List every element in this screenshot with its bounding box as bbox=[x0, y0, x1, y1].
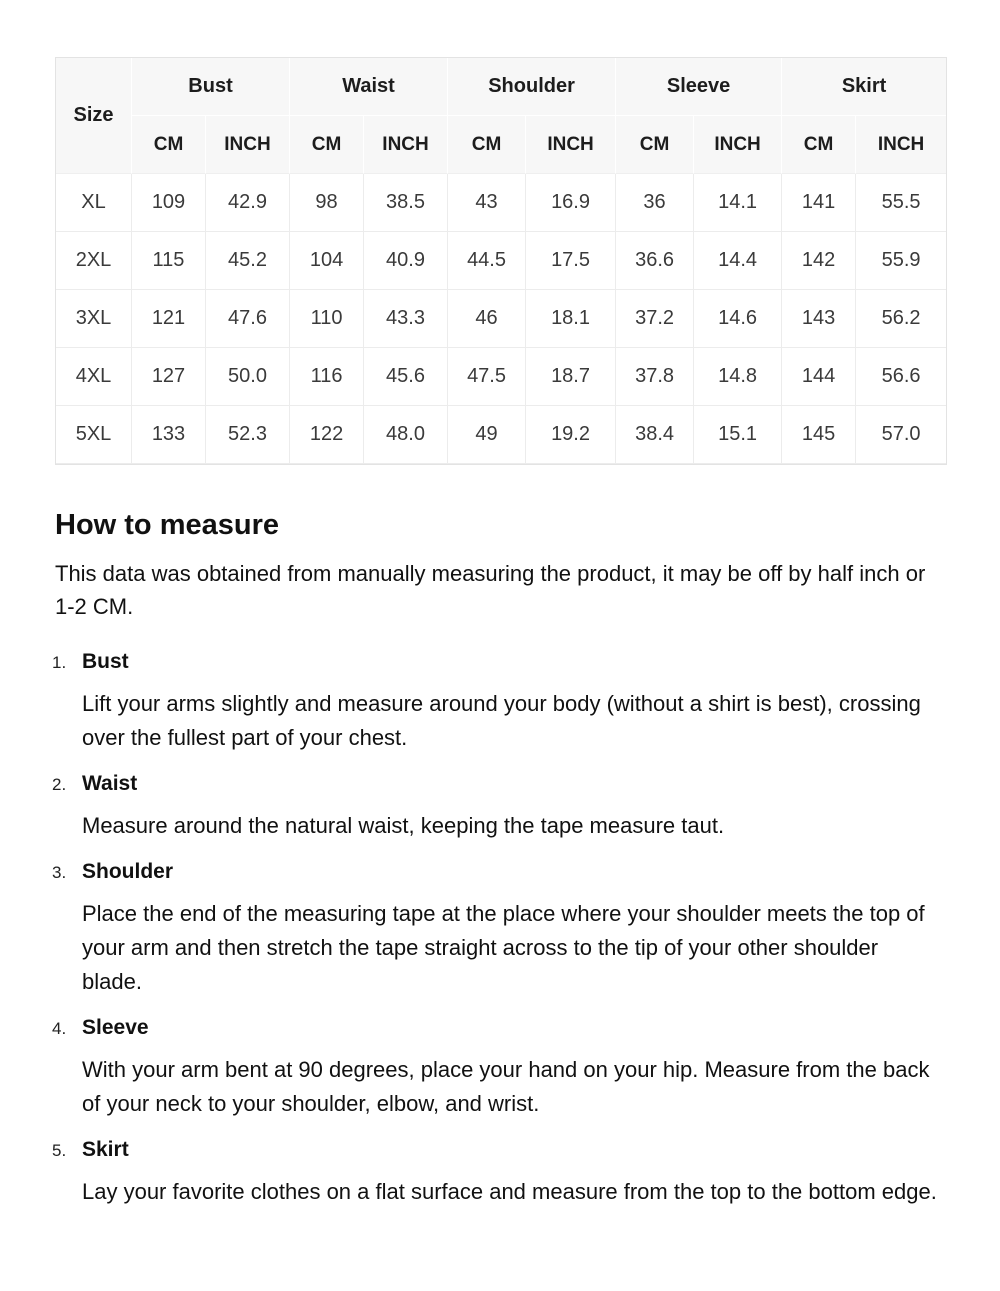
shoulder-cm-cell: 47.5 bbox=[448, 348, 526, 406]
sleeve-cm-cell: 37.2 bbox=[616, 290, 694, 348]
measure-steps-list bbox=[52, 650, 945, 1209]
skirt-cm-cell: 143 bbox=[782, 290, 856, 348]
waist-cm-cell: 116 bbox=[290, 348, 364, 406]
column-header-skirt: Skirt bbox=[782, 58, 946, 116]
sleeve-inch-cell: 14.4 bbox=[694, 232, 782, 290]
unit-header-bust-inch: INCH bbox=[206, 116, 290, 174]
shoulder-cm-cell: 43 bbox=[448, 174, 526, 232]
unit-header-skirt-inch: INCH bbox=[856, 116, 946, 174]
unit-header-sleeve-cm: CM bbox=[616, 116, 694, 174]
size-cell: 3XL bbox=[56, 290, 132, 348]
shoulder-cm-cell: 46 bbox=[448, 290, 526, 348]
sleeve-inch-cell: 15.1 bbox=[694, 406, 782, 464]
step-label: Sleeve bbox=[82, 1016, 149, 1039]
waist-cm-cell: 110 bbox=[290, 290, 364, 348]
unit-header-waist-cm: CM bbox=[290, 116, 364, 174]
size-cell: 4XL bbox=[56, 348, 132, 406]
table-row bbox=[56, 290, 946, 348]
bust-cm-cell: 133 bbox=[132, 406, 206, 464]
bust-inch-cell: 42.9 bbox=[206, 174, 290, 232]
waist-inch-cell: 45.6 bbox=[364, 348, 448, 406]
waist-inch-cell: 48.0 bbox=[364, 406, 448, 464]
waist-inch-cell: 40.9 bbox=[364, 232, 448, 290]
step-number: 2. bbox=[52, 775, 67, 794]
step-number: 3. bbox=[52, 863, 67, 882]
size-cell: 5XL bbox=[56, 406, 132, 464]
measure-step-heading bbox=[52, 772, 945, 796]
column-header-bust: Bust bbox=[132, 58, 290, 116]
sleeve-cm-cell: 36.6 bbox=[616, 232, 694, 290]
step-label: Waist bbox=[82, 772, 138, 795]
step-label: Shoulder bbox=[82, 860, 174, 883]
waist-cm-cell: 104 bbox=[290, 232, 364, 290]
bust-cm-cell: 109 bbox=[132, 174, 206, 232]
step-number: 1. bbox=[52, 653, 67, 672]
size-cell: 2XL bbox=[56, 232, 132, 290]
measure-step bbox=[52, 860, 945, 999]
step-number: 5. bbox=[52, 1141, 67, 1160]
bust-inch-cell: 45.2 bbox=[206, 232, 290, 290]
unit-row bbox=[56, 116, 946, 174]
skirt-inch-cell: 57.0 bbox=[856, 406, 946, 464]
measurement-group-row bbox=[56, 58, 946, 116]
step-label: Skirt bbox=[82, 1138, 129, 1161]
sleeve-inch-cell: 14.8 bbox=[694, 348, 782, 406]
how-to-measure-title: How to measure bbox=[55, 509, 279, 541]
skirt-inch-cell: 55.9 bbox=[856, 232, 946, 290]
measure-intro-text: This data was obtained from manually measuring the product, it may be off by half inch or 1-2 CM. bbox=[55, 561, 926, 619]
step-label: Bust bbox=[82, 650, 129, 673]
step-description: Place the end of the measuring tape at the place where your shoulder meets the top of your arm and then stretch the tape straight across to the tip of your other shoulder blade. bbox=[82, 901, 925, 994]
size-chart-header bbox=[56, 58, 946, 174]
size-cell: XL bbox=[56, 174, 132, 232]
bust-cm-cell: 115 bbox=[132, 232, 206, 290]
table-row bbox=[56, 406, 946, 464]
unit-header-bust-cm: CM bbox=[132, 116, 206, 174]
bust-cm-cell: 127 bbox=[132, 348, 206, 406]
sleeve-cm-cell: 38.4 bbox=[616, 406, 694, 464]
column-header-waist: Waist bbox=[290, 58, 448, 116]
skirt-cm-cell: 142 bbox=[782, 232, 856, 290]
shoulder-inch-cell: 18.1 bbox=[526, 290, 616, 348]
sleeve-cm-cell: 37.8 bbox=[616, 348, 694, 406]
skirt-inch-cell: 55.5 bbox=[856, 174, 946, 232]
skirt-inch-cell: 56.6 bbox=[856, 348, 946, 406]
shoulder-inch-cell: 19.2 bbox=[526, 406, 616, 464]
table-row bbox=[56, 232, 946, 290]
shoulder-cm-cell: 44.5 bbox=[448, 232, 526, 290]
size-chart-body bbox=[56, 174, 946, 464]
unit-header-shoulder-inch: INCH bbox=[526, 116, 616, 174]
measure-step bbox=[52, 1016, 945, 1121]
shoulder-inch-cell: 17.5 bbox=[526, 232, 616, 290]
measure-step-heading bbox=[52, 860, 945, 884]
skirt-cm-cell: 141 bbox=[782, 174, 856, 232]
shoulder-inch-cell: 18.7 bbox=[526, 348, 616, 406]
skirt-inch-cell: 56.2 bbox=[856, 290, 946, 348]
step-number: 4. bbox=[52, 1019, 67, 1038]
column-header-sleeve: Sleeve bbox=[616, 58, 782, 116]
waist-cm-cell: 122 bbox=[290, 406, 364, 464]
column-header-size: Size bbox=[56, 58, 132, 174]
sleeve-inch-cell: 14.1 bbox=[694, 174, 782, 232]
shoulder-cm-cell: 49 bbox=[448, 406, 526, 464]
bust-inch-cell: 52.3 bbox=[206, 406, 290, 464]
step-description: Measure around the natural waist, keeping the tape measure taut. bbox=[82, 813, 725, 838]
sleeve-cm-cell: 36 bbox=[616, 174, 694, 232]
shoulder-inch-cell: 16.9 bbox=[526, 174, 616, 232]
skirt-cm-cell: 144 bbox=[782, 348, 856, 406]
waist-inch-cell: 38.5 bbox=[364, 174, 448, 232]
bust-inch-cell: 47.6 bbox=[206, 290, 290, 348]
skirt-cm-cell: 145 bbox=[782, 406, 856, 464]
unit-header-waist-inch: INCH bbox=[364, 116, 448, 174]
measure-step bbox=[52, 772, 945, 843]
waist-inch-cell: 43.3 bbox=[364, 290, 448, 348]
unit-header-sleeve-inch: INCH bbox=[694, 116, 782, 174]
measure-step-heading bbox=[52, 1016, 945, 1040]
table-row bbox=[56, 348, 946, 406]
measure-step-heading bbox=[52, 1138, 945, 1162]
unit-header-skirt-cm: CM bbox=[782, 116, 856, 174]
measure-step-heading bbox=[52, 650, 945, 674]
sleeve-inch-cell: 14.6 bbox=[694, 290, 782, 348]
bust-inch-cell: 50.0 bbox=[206, 348, 290, 406]
column-header-shoulder: Shoulder bbox=[448, 58, 616, 116]
step-description: With your arm bent at 90 degrees, place your hand on your hip. Measure from the back of your neck to your shoulder, elbow, and wrist. bbox=[82, 1057, 930, 1116]
bust-cm-cell: 121 bbox=[132, 290, 206, 348]
size-chart-table bbox=[55, 57, 947, 465]
table-row bbox=[56, 174, 946, 232]
unit-header-shoulder-cm: CM bbox=[448, 116, 526, 174]
step-description: Lay your favorite clothes on a flat surface and measure from the top to the bottom edge. bbox=[82, 1179, 937, 1204]
waist-cm-cell: 98 bbox=[290, 174, 364, 232]
measure-step bbox=[52, 1138, 945, 1209]
step-description: Lift your arms slightly and measure around your body (without a shirt is best), crossing over the fullest part of your chest. bbox=[82, 691, 921, 750]
measure-step bbox=[52, 650, 945, 755]
